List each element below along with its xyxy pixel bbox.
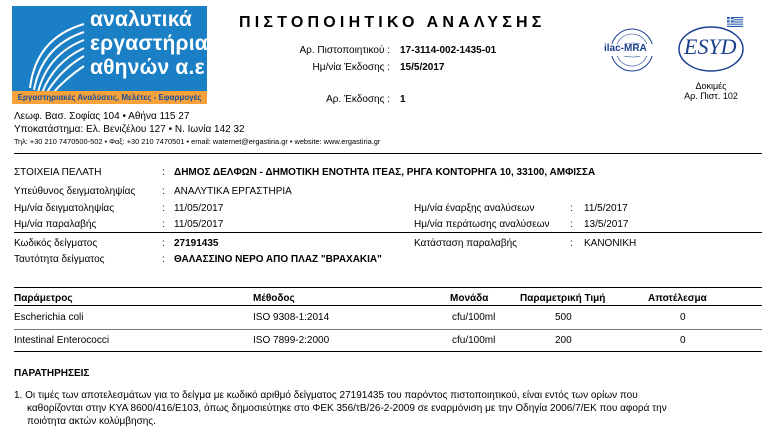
table-cell-method: ISO 7899-2:2000 [253, 335, 330, 346]
address-line-2: Υποκατάστημα: Ελ. Βενιζέλου 127 • Ν. Ιωνία 142 32 [14, 124, 245, 135]
table-header-parametric-value: Παραμετρική Τιμή [520, 293, 606, 304]
table-cell-parametric-value: 200 [555, 335, 572, 346]
logo-tagline: Εργαστηριακές Αναλύσεις, Μελέτες - Εφαρμογές [12, 91, 207, 104]
ilac-mra-logo [600, 26, 664, 74]
table-row-border [14, 329, 762, 330]
edition-value: 1 [400, 94, 406, 105]
esyd-logo [676, 24, 746, 74]
receipt-date-label: Ημ/νία παραλαβής [14, 219, 97, 230]
divider [14, 232, 762, 233]
swirl-logo-icon [26, 18, 88, 96]
analysis-end-label: Ημ/νία περάτωσης αναλύσεων [414, 219, 550, 230]
remarks-line-2: καθορίζονται στην ΚΥΑ 8600/416/Ε103, όπως δημοσιεύτηκε στο ΦΕΚ 356/τΒ/26-2-2009 σε εναρμόνιση με την Οδηγία 2006/7/ΕΚ που αφορά την [27, 403, 667, 414]
analysis-start-label: Ημ/νία έναρξης αναλύσεων [414, 203, 535, 214]
cert-no-value: 17-3114-002-1435-01 [400, 45, 497, 56]
table-cell-parameter: Escherichia coli [14, 312, 84, 323]
table-header-method: Μέθοδος [253, 293, 295, 304]
responsible-label: Υπεύθυνος δειγματοληψίας [14, 186, 136, 197]
table-cell-method: ISO 9308-1:2014 [253, 312, 330, 323]
table-cell-parameter: Intestinal Enterococci [14, 335, 110, 346]
logo-line-3: αθηνών α.ε [90, 56, 205, 79]
sample-code-label: Κωδικός δείγματος [14, 238, 98, 249]
table-row [14, 335, 762, 351]
logo-line-2: εργαστήρια [90, 32, 208, 55]
analysis-end-value: 13/5/2017 [584, 219, 629, 230]
company-logo [12, 6, 207, 104]
divider [14, 153, 762, 154]
greek-flag-icon [727, 14, 743, 24]
sample-identity-label: Ταυτότητα δείγματος [14, 254, 105, 265]
analysis-start-value: 11/5/2017 [584, 203, 628, 214]
ilac-text: ilac-MRA [604, 43, 647, 54]
edition-label: Αρ. Έκδοσης : [326, 94, 390, 105]
receipt-status-value: ΚΑΝΟΝΙΚΗ [584, 238, 637, 249]
esyd-text: ESYD [684, 34, 737, 59]
table-header-parameter: Παράμετρος [14, 293, 73, 304]
responsible-value: ΑΝΑΛΥΤΙΚΑ ΕΡΓΑΣΤΗΡΙΑ [174, 186, 292, 197]
client-label: ΣΤΟΙΧΕΙΑ ΠΕΛΑΤΗ [14, 167, 102, 178]
sampling-date-label: Ημ/νία δειγματοληψίας [14, 203, 115, 214]
issue-date-value: 15/5/2017 [400, 62, 445, 73]
address-line-3: Τηλ: +30 210 7470500-502 • Φαξ: +30 210 7470501 • email: waternet@ergastiria.gr • website: www.ergastiria.gr [14, 137, 381, 146]
table-cell-result: 0 [680, 335, 686, 346]
receipt-status-label: Κατάσταση παραλαβής [414, 238, 517, 249]
remarks-title: ΠΑΡΑΤΗΡΗΣΕΙΣ [14, 368, 90, 379]
issue-date-label: Ημ/νία Έκδοσης : [312, 62, 390, 73]
receipt-date-value: 11/05/2017 [174, 219, 224, 230]
remarks-line-1: 1. Οι τιμές των αποτελεσμάτων για το δείγμα με κωδικό αριθμό δείγματος 27191435 του παρόντος πιστοποιητικού, είναι εντός των ορίων που [14, 390, 638, 401]
client-value: ΔΗΜΟΣ ΔΕΛΦΩΝ - ΔΗΜΟΤΙΚΗ ΕΝΟΤΗΤΑ ΙΤΕΑΣ, ΡΗΓΑ ΚΟΝΤΟΡΗΓΑ 10, 33100, ΑΜΦΙΣΣΑ [174, 167, 596, 178]
table-top-border [14, 287, 762, 288]
sample-code-value: 27191435 [174, 238, 219, 249]
accreditation-cert-label: Αρ. Πιστ. 102 [684, 91, 738, 101]
sampling-date-value: 11/05/2017 [174, 203, 224, 214]
cert-no-label: Αρ. Πιστοποιητικού : [299, 45, 390, 56]
table-header-unit: Μονάδα [450, 293, 489, 304]
remarks-line-3: ποιότητα ακτών κολύμβησης. [27, 416, 156, 427]
address-line-1: Λεωφ. Βασ. Σοφίας 104 • Αθήνα 115 27 [14, 111, 190, 122]
tests-label: Δοκιμές [695, 81, 727, 91]
table-row [14, 312, 762, 328]
table-bottom-border [14, 351, 762, 352]
logo-line-1: αναλυτικά [90, 8, 193, 31]
table-cell-result: 0 [680, 312, 686, 323]
page-title: ΠΙΣΤΟΠΟΙΗΤΙΚΟ ΑΝΑΛΥΣΗΣ [239, 14, 546, 31]
sample-identity-value: ΘΑΛΑΣΣΙΝΟ ΝΕΡΟ ΑΠΟ ΠΛΑΖ "ΒΡΑΧΑΚΙΑ" [174, 254, 382, 265]
table-cell-unit: cfu/100ml [452, 335, 496, 346]
table-cell-unit: cfu/100ml [452, 312, 496, 323]
table-cell-parametric-value: 500 [555, 312, 572, 323]
table-header-result: Αποτέλεσμα [648, 293, 707, 304]
table-header-border [14, 305, 762, 306]
